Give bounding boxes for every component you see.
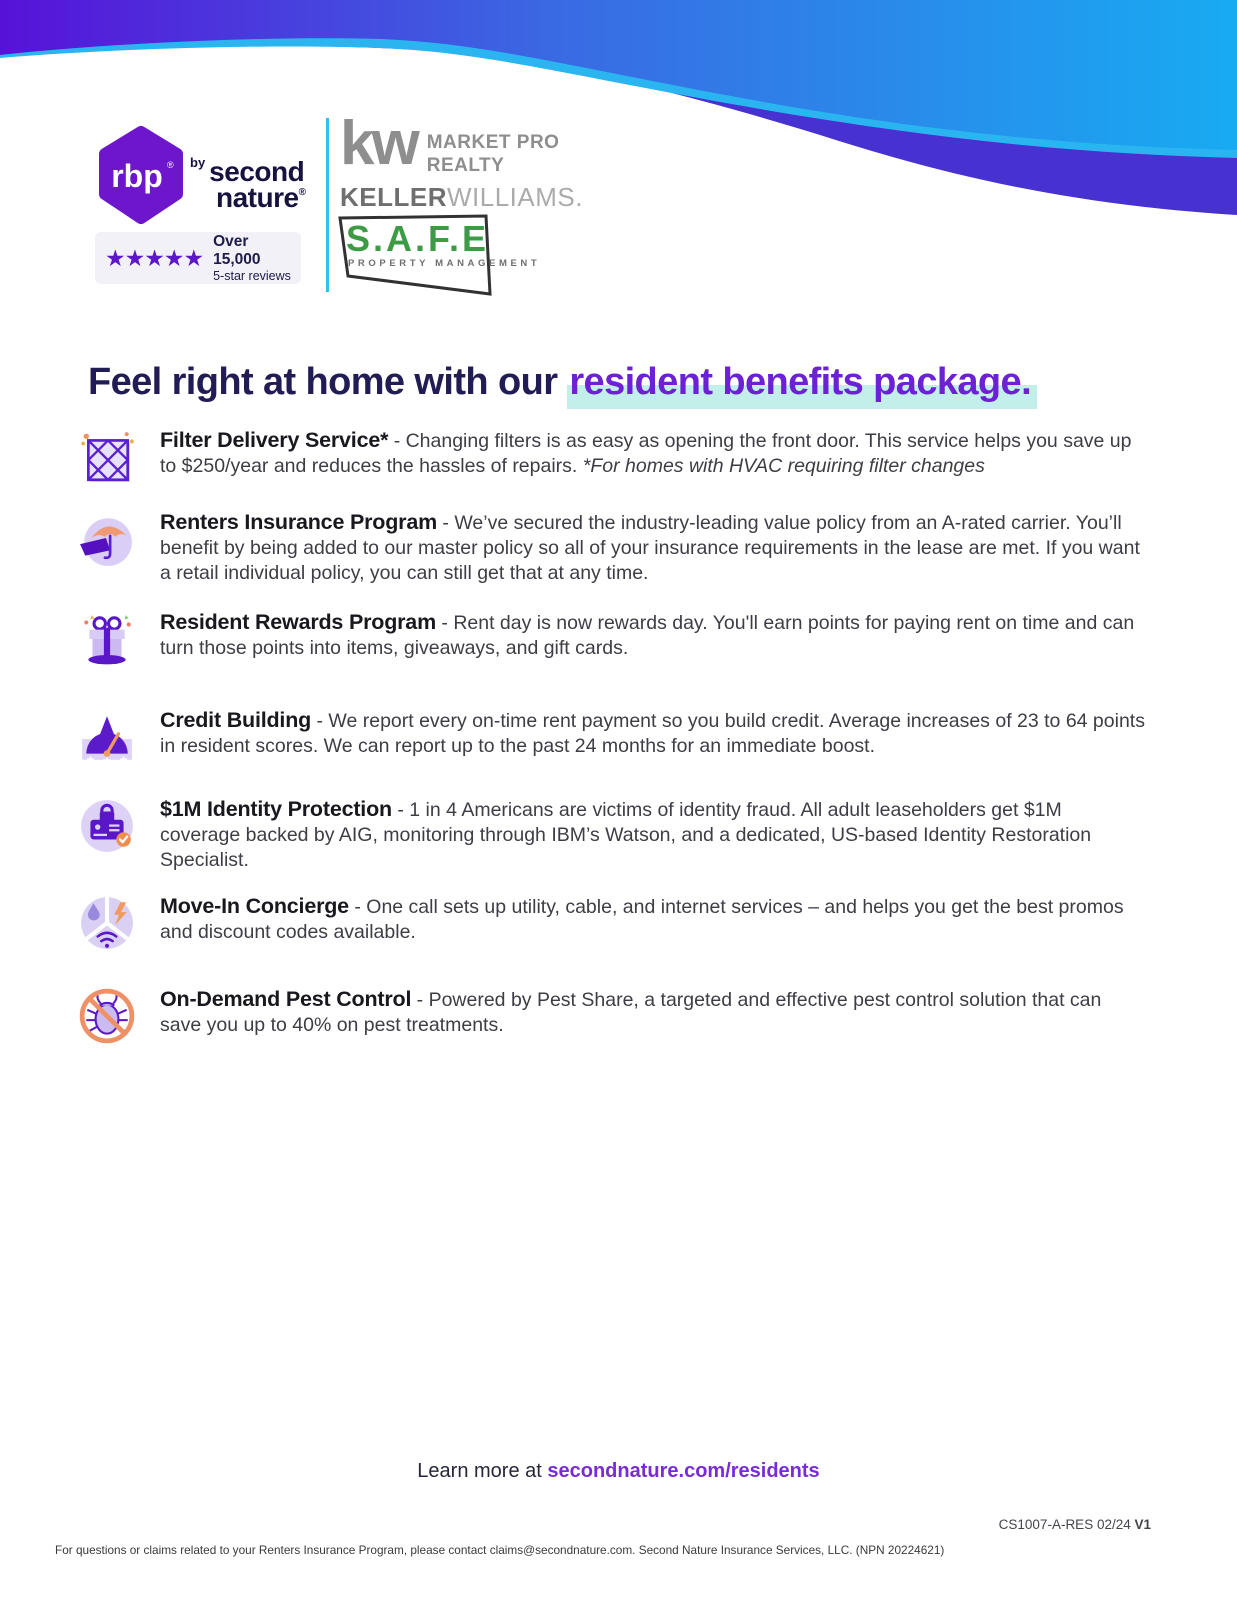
benefit-title: Renters Insurance Program xyxy=(160,510,437,534)
benefit-item-renters-insurance xyxy=(78,510,1148,586)
gift-icon xyxy=(78,610,136,668)
benefit-body: - One call sets up utility, cable, and internet services – and helps you get the best promos and discount codes available. xyxy=(160,896,1124,943)
credit-gauge-icon xyxy=(78,708,136,766)
page-title xyxy=(88,361,1168,404)
nature-reg: ® xyxy=(298,187,306,198)
umbrella-icon xyxy=(78,510,136,568)
document-code: CS1007-A-RES 02/24 V1 xyxy=(998,1517,1151,1532)
benefit-title: Filter Delivery Service* xyxy=(160,428,389,452)
benefit-item-move-in-concierge xyxy=(78,894,1148,952)
reviews-caption: 5-star reviews xyxy=(213,268,291,283)
keller-williams-logo xyxy=(340,109,583,213)
benefit-body: - Powered by Pest Share, a targeted and effective pest control solution that can save you up to 40% on pest treatments. xyxy=(160,989,1102,1036)
document-version: V1 xyxy=(1134,1517,1151,1532)
second-label: second xyxy=(209,156,305,187)
header-divider xyxy=(326,118,329,292)
rbp-logo xyxy=(93,124,189,230)
benefit-title: On-Demand Pest Control xyxy=(160,987,412,1011)
benefit-item-identity-protection xyxy=(78,797,1148,873)
kw-monogram: kw xyxy=(340,109,417,178)
benefit-item-filter-delivery xyxy=(78,428,1148,486)
keller-label: KELLER xyxy=(340,181,447,212)
title-prefix: Feel right at home with our xyxy=(88,361,568,404)
benefit-title: Credit Building xyxy=(160,708,312,732)
rbp-reg: ® xyxy=(167,160,174,170)
pest-icon xyxy=(78,987,136,1045)
benefit-title: Move-In Concierge xyxy=(160,894,349,918)
residents-link[interactable]: secondnature.com/residents xyxy=(547,1460,820,1482)
benefit-item-pest-control xyxy=(78,987,1148,1045)
five-stars-icon: ★★★★★ xyxy=(105,244,204,271)
benefit-body: - Rent day is now rewards day. You'll earn points for paying rent on time and can turn those points into items, giveaways, and gift cards. xyxy=(160,612,1135,659)
nature-label: nature xyxy=(216,182,299,213)
benefit-body: - 1 in 4 Americans are victims of identity fraud. All adult leaseholders get $1M coverage backed by AIG, monitoring through IBM’s Watson, and a dedicated, US-based Identity Restoration Specialist. xyxy=(160,799,1092,871)
id-card-icon xyxy=(78,797,136,855)
williams-label: WILLIAMS. xyxy=(447,181,583,212)
benefit-title: Resident Rewards Program xyxy=(160,610,436,634)
learn-more-prefix: Learn more at xyxy=(417,1460,548,1482)
rbp-text: rbp xyxy=(111,158,163,194)
realty-label: REALTY xyxy=(426,154,505,176)
by-label: by xyxy=(190,155,206,170)
title-highlight: resident benefits package. xyxy=(567,361,1037,409)
fine-print: For questions or claims related to your Renters Insurance Program, please contact claims@secondnature.com. Second Nature Insurance Services, LLC. (NPN 20224621) xyxy=(55,1543,945,1557)
second-nature-logo xyxy=(190,156,305,212)
safe-property-management-logo xyxy=(334,206,541,302)
safe-name: S.A.F.E xyxy=(346,218,490,259)
benefit-body: - We’ve secured the industry-leading value policy from an A-rated carrier. You’ll benefit by being added to our master policy so all of your insurance requirements in the lease are met. If you want a retail individual policy, you can still get that at any time. xyxy=(160,512,1140,584)
benefit-item-credit-building xyxy=(78,708,1148,766)
reviews-badge xyxy=(95,232,301,284)
benefit-note: *For homes with HVAC requiring filter changes xyxy=(577,455,985,477)
benefit-body: - Changing filters is as easy as opening the front door. This service helps you save up to $250/year and reduces the hassles of repairs. xyxy=(160,430,1132,477)
market-pro-label: MARKET PRO xyxy=(426,132,560,153)
benefit-item-resident-rewards xyxy=(78,610,1148,668)
utilities-icon xyxy=(78,894,136,952)
reviews-count: Over 15,000 xyxy=(213,233,261,268)
learn-more-line xyxy=(0,1460,1237,1483)
filter-icon xyxy=(78,428,136,486)
benefit-body: - We report every on-time rent payment so you build credit. Average increases of 23 to 64 points in resident scores. We can report up to the past 24 months for an immediate boost. xyxy=(160,710,1145,757)
safe-subtitle: PROPERTY MANAGEMENT xyxy=(348,258,541,269)
benefit-title: $1M Identity Protection xyxy=(160,797,392,821)
